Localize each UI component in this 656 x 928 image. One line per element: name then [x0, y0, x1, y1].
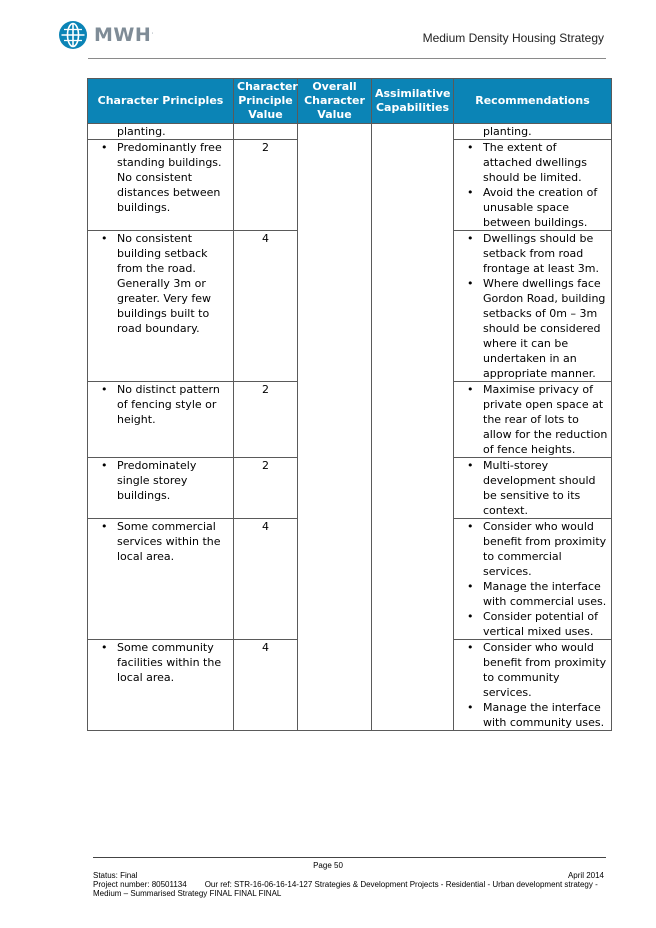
header-divider	[88, 58, 606, 59]
document-title: Medium Density Housing Strategy	[422, 31, 604, 45]
recommendation-item: • Where dwellings face Gordon Road, building setbacks of 0m – 3m should be considered where it can be undertaken in an appropriate manner.	[457, 276, 608, 381]
character-principles-table	[87, 78, 612, 731]
recommendation-cell	[454, 140, 612, 231]
recommendation-item: • Multi-storey development should be sensitive to its context.	[457, 458, 608, 518]
logo-wordmark: MWH.	[94, 24, 155, 46]
principle-cell	[88, 382, 234, 458]
recommendation-item: • Maximise privacy of private open space at the rear of lots to allow for the reduction of fence heights.	[457, 382, 608, 457]
footer-status: Status: Final	[93, 871, 138, 880]
principle-text: • No distinct pattern of fencing style or height.	[91, 382, 230, 427]
recommendation-item: • Manage the interface with community uses.	[457, 700, 608, 730]
column-header: Character Principles	[88, 79, 234, 124]
principle-text: • Some community facilities within the local area.	[91, 640, 230, 685]
principle-cell	[88, 640, 234, 731]
value-cell: 4	[234, 519, 298, 640]
value-cell: 2	[234, 382, 298, 458]
assimilative-capabilities-cell	[372, 124, 454, 731]
table-row	[88, 124, 612, 140]
column-header: Assimilative Capabilities	[372, 79, 454, 124]
column-header: Overall Character Value	[298, 79, 372, 124]
value-cell	[234, 124, 298, 140]
principle-text: planting.	[117, 125, 166, 138]
recommendation-item: • Avoid the creation of unusable space between buildings.	[457, 185, 608, 230]
column-header: Character Principle Value	[234, 79, 298, 124]
footer-date: April 2014	[567, 871, 604, 880]
principle-text: • Predominately single storey buildings.	[91, 458, 230, 503]
recommendation-cell	[454, 458, 612, 519]
value-cell: 2	[234, 458, 298, 519]
recommendation-item: • Consider potential of vertical mixed uses.	[457, 609, 608, 639]
table-header-row	[88, 79, 612, 124]
recommendation-cell	[454, 640, 612, 731]
principle-text: • Some commercial services within the local area.	[91, 519, 230, 564]
project-number: Project number: 80501134	[93, 880, 187, 889]
recommendation-text: planting.	[483, 125, 532, 138]
recommendation-item: • Consider who would benefit from proximity to commercial services.	[457, 519, 608, 579]
recommendation-cell	[454, 124, 612, 140]
principle-text: • No consistent building setback from the road. Generally 3m or greater. Very few buildings built to road boundary.	[91, 231, 230, 336]
recommendation-item: • The extent of attached dwellings should be limited.	[457, 140, 608, 185]
recommendation-item: • Consider who would benefit from proximity to community services.	[457, 640, 608, 700]
value-cell: 4	[234, 640, 298, 731]
column-header: Recommendations	[454, 79, 612, 124]
recommendation-item: • Dwellings should be setback from road frontage at least 3m.	[457, 231, 608, 276]
document-reference: Our ref: STR-16-06-16-14-127 Strategies & Development Projects - Residential - Urban development strategy - Medium – Summarised Strategy FINAL FINAL FINAL	[93, 880, 598, 898]
page-number: Page 50	[313, 861, 343, 870]
recommendation-cell	[454, 231, 612, 382]
principle-cell	[88, 140, 234, 231]
recommendation-cell	[454, 382, 612, 458]
footer-project-info	[93, 880, 608, 898]
overall-character-value-cell	[298, 124, 372, 731]
recommendation-cell	[454, 519, 612, 640]
value-cell: 2	[234, 140, 298, 231]
footer-divider	[93, 857, 606, 858]
principle-cell	[88, 231, 234, 382]
principle-text: • Predominantly free standing buildings. No consistent distances between buildings.	[91, 140, 230, 215]
recommendation-item: • Manage the interface with commercial uses.	[457, 579, 608, 609]
principle-cell	[88, 519, 234, 640]
globe-logo-icon	[58, 20, 88, 50]
principle-cell	[88, 124, 234, 140]
value-cell: 4	[234, 231, 298, 382]
company-logo	[58, 20, 154, 50]
principle-cell	[88, 458, 234, 519]
